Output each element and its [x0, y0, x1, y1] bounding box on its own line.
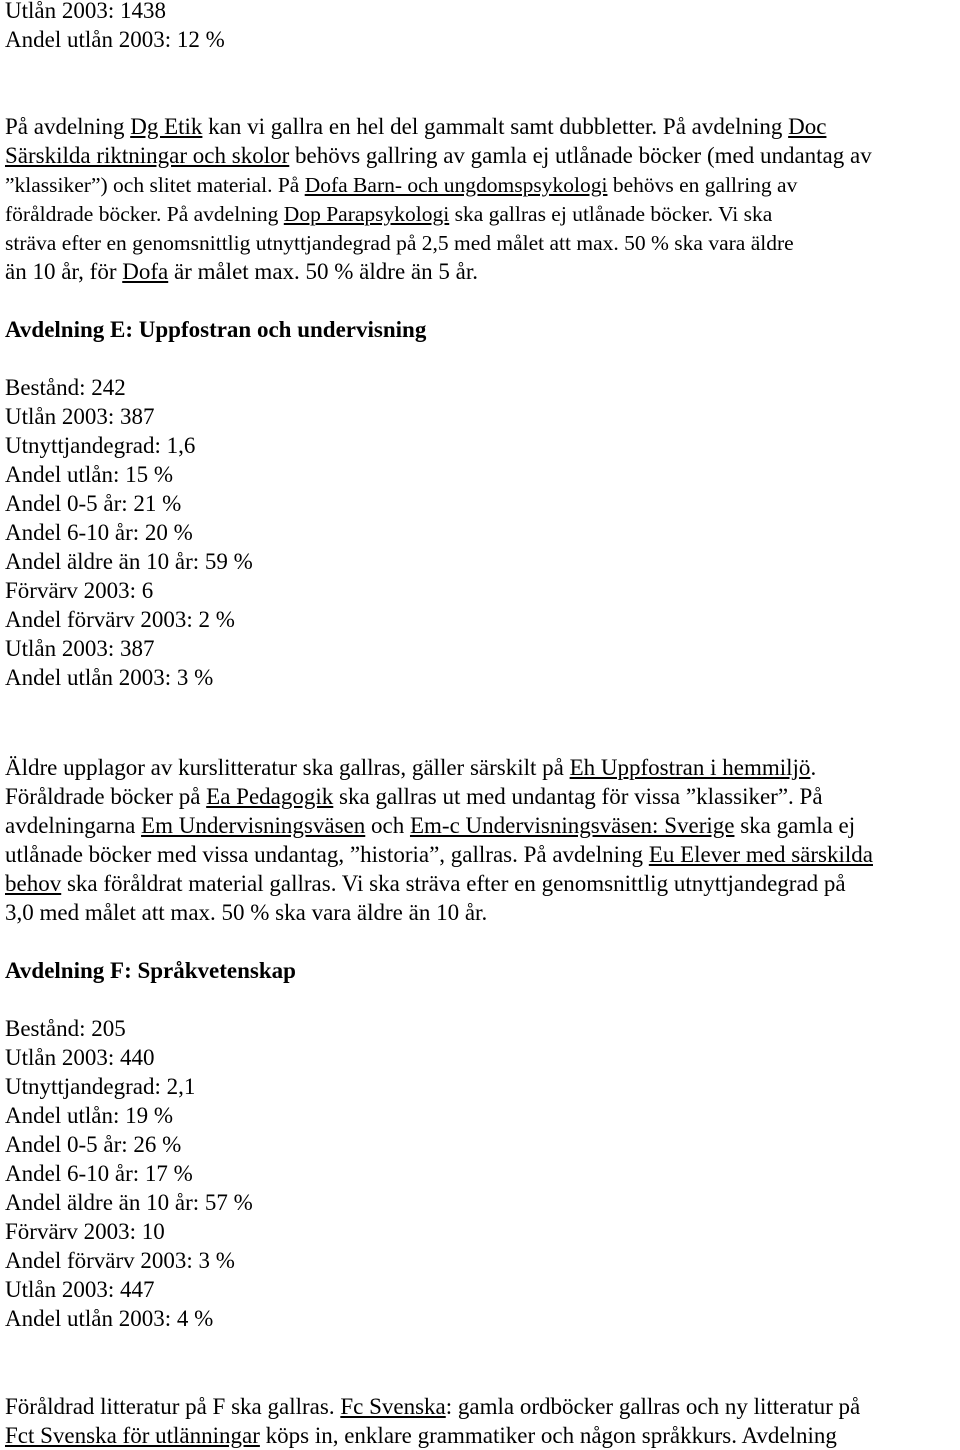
section-e-heading: Avdelning E: Uppfostran och undervisning — [5, 317, 427, 342]
stat-line: Bestånd: 205 — [5, 1016, 126, 1041]
link-doc-sarskilda[interactable]: Särskilda riktningar och skolor — [5, 143, 290, 168]
link-dg-etik[interactable]: Dg Etik — [130, 114, 203, 139]
stat-line: Utlån 2003: 387 — [5, 404, 155, 429]
stat-line: Andel utlån 2003: 4 % — [5, 1306, 214, 1331]
link-dofa-barn[interactable]: Dofa Barn- och ungdomspsykologi — [304, 173, 608, 197]
stat-line: Andel äldre än 10 år: 59 % — [5, 549, 253, 574]
stat-line: Förvärv 2003: 6 — [5, 578, 154, 603]
stat-line: Bestånd: 242 — [5, 375, 126, 400]
para-e-line-3: avdelningarna Em Undervisningsväsen och Em-c Undervisningsväsen: Sverige ska gamla ej — [5, 813, 856, 838]
para-d-line-6: än 10 år, för Dofa är målet max. 50 % äldre än 5 år. — [5, 259, 478, 284]
stat-line: Andel 6-10 år: 20 % — [5, 520, 193, 545]
stat-line: Andel förvärv 2003: 3 % — [5, 1248, 235, 1273]
para-d-line-1: På avdelning Dg Etik kan vi gallra en hel del gammalt samt dubbletter. På avdelning Doc — [5, 114, 827, 139]
link-fc-svenska[interactable]: Fc Svenska — [340, 1394, 446, 1419]
link-em-c-sverige[interactable]: Em-c Undervisningsväsen: Sverige — [409, 813, 735, 838]
top-stat-loans: Utlån 2003: 1438 — [5, 0, 166, 23]
link-fct-svenska[interactable]: Fct Svenska för utlänningar — [5, 1423, 260, 1448]
para-f-line-2: Fct Svenska för utlänningar köps in, enklare grammatiker och någon språkkurs. Avdelning — [5, 1423, 837, 1448]
stat-line: Förvärv 2003: 10 — [5, 1219, 165, 1244]
link-doc[interactable]: Doc — [788, 114, 827, 139]
link-em-undervisningsvasen[interactable]: Em Undervisningsväsen — [141, 813, 366, 838]
para-e-line-5: behov ska föråldrat material gallras. Vi ska sträva efter en genomsnittlig utnyttjandegrad på — [5, 871, 846, 896]
stat-line: Utlån 2003: 440 — [5, 1045, 155, 1070]
para-d-line-3: ”klassiker”) och slitet material. På Dofa Barn- och ungdomspsykologi behövs en gallring av — [5, 173, 798, 197]
section-f-heading: Avdelning F: Språkvetenskap — [5, 958, 296, 983]
stat-line: Utlån 2003: 387 — [5, 636, 155, 661]
stat-line: Andel 6-10 år: 17 % — [5, 1161, 193, 1186]
link-eu-behov[interactable]: behov — [5, 871, 62, 896]
para-e-line-1: Äldre upplagor av kurslitteratur ska gallras, gäller särskilt på Eh Uppfostran i hemmiljö. — [5, 755, 817, 780]
para-e-line-2: Föråldrade böcker på Ea Pedagogik ska gallras ut med undantag för vissa ”klassiker”. På — [5, 784, 823, 809]
stat-line: Andel utlån 2003: 3 % — [5, 665, 214, 690]
para-d-line-2: Särskilda riktningar och skolor behövs gallring av gamla ej utlånade böcker (med undantag av — [5, 143, 872, 168]
para-e-line-6: 3,0 med målet att max. 50 % ska vara äldre än 10 år. — [5, 900, 488, 925]
stat-line: Andel förvärv 2003: 2 % — [5, 607, 235, 632]
para-d-line-4: föråldrade böcker. På avdelning Dop Parapsykologi ska gallras ej utlånade böcker. Vi ska — [5, 202, 773, 226]
link-dop-parapsykologi[interactable]: Dop Parapsykologi — [283, 202, 450, 226]
link-eh-uppfostran[interactable]: Eh Uppfostran i hemmiljö — [569, 755, 811, 780]
para-e-line-4: utlånade böcker med vissa undantag, ”historia”, gallras. På avdelning Eu Elever med särskilda — [5, 842, 873, 867]
stat-line: Andel 0-5 år: 26 % — [5, 1132, 182, 1157]
para-d-line-5: sträva efter en genomsnittlig utnyttjandegrad på 2,5 med målet att max. 50 % ska vara äldre — [5, 231, 794, 255]
stat-line: Andel utlån: 15 % — [5, 462, 173, 487]
link-dofa[interactable]: Dofa — [122, 259, 169, 284]
top-stat-loan-share: Andel utlån 2003: 12 % — [5, 27, 225, 52]
stat-line: Andel utlån: 19 % — [5, 1103, 173, 1128]
stat-line: Andel äldre än 10 år: 57 % — [5, 1190, 253, 1215]
stat-line: Andel 0-5 år: 21 % — [5, 491, 182, 516]
stat-line: Utlån 2003: 447 — [5, 1277, 155, 1302]
stat-line: Utnyttjandegrad: 1,6 — [5, 433, 196, 458]
link-ea-pedagogik[interactable]: Ea Pedagogik — [206, 784, 334, 809]
stat-line: Utnyttjandegrad: 2,1 — [5, 1074, 196, 1099]
para-f-line-1: Föråldrad litteratur på F ska gallras. Fc Svenska: gamla ordböcker gallras och ny litteratur på — [5, 1394, 861, 1419]
link-eu-elever[interactable]: Eu Elever med särskilda — [648, 842, 873, 867]
